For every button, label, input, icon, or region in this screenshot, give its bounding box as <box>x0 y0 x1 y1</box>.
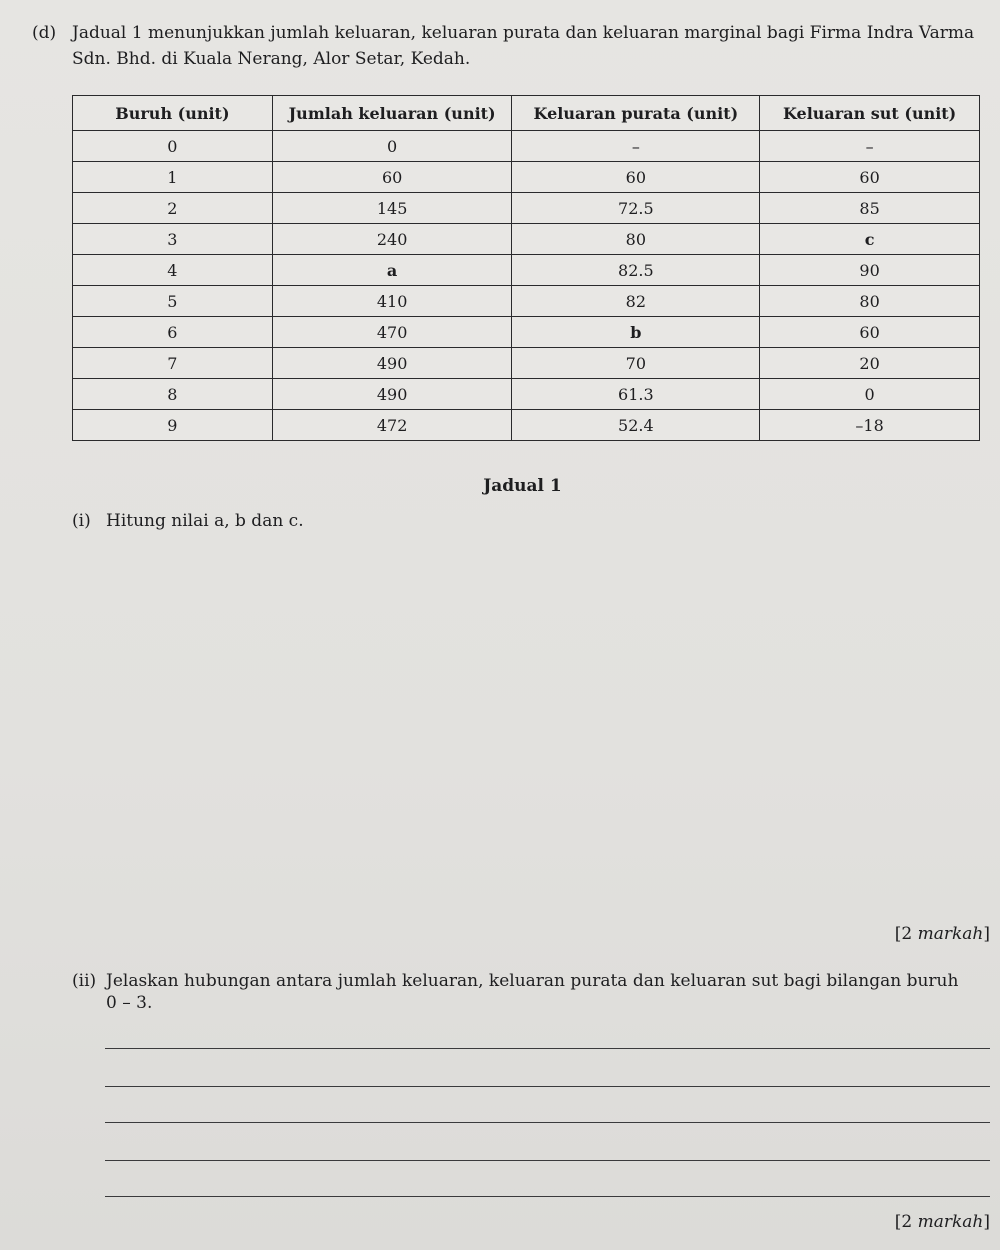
question-label: (d) <box>32 23 57 43</box>
table-cell: 240 <box>272 224 512 255</box>
table-cell: 472 <box>272 410 512 441</box>
table-cell: 145 <box>272 193 512 224</box>
table-cell: 70 <box>512 348 760 379</box>
table-cell: 82 <box>512 286 760 317</box>
table-cell: 7 <box>73 348 273 379</box>
answer-line[interactable] <box>105 1048 990 1049</box>
table-cell: 0 <box>73 131 273 162</box>
header-jumlah-keluaran: Jumlah keluaran (unit) <box>272 96 512 131</box>
part-ii-marks: [2 markah] <box>894 1212 990 1232</box>
table-cell-unknown-b: b <box>512 317 760 348</box>
table-cell: 85 <box>760 193 980 224</box>
table-cell: 60 <box>760 162 980 193</box>
answer-line[interactable] <box>105 1122 990 1123</box>
table-cell: 90 <box>760 255 980 286</box>
table-cell: 0 <box>272 131 512 162</box>
table-cell: 60 <box>272 162 512 193</box>
table-cell: 61.3 <box>512 379 760 410</box>
part-ii-label: (ii) <box>72 971 97 991</box>
table-row <box>73 348 980 379</box>
table-cell: 60 <box>512 162 760 193</box>
table-cell-unknown-c: c <box>760 224 980 255</box>
table-cell: –18 <box>760 410 980 441</box>
part-ii-text: Jelaskan hubungan antara jumlah keluaran, keluaran purata dan keluaran sut bagi bilangan buruh <box>106 971 959 991</box>
table-caption: Jadual 1 <box>483 476 562 496</box>
table-cell: 72.5 <box>512 193 760 224</box>
table-row <box>73 255 980 286</box>
table-cell: 0 <box>760 379 980 410</box>
part-i-label: (i) <box>72 511 91 531</box>
table-row <box>73 193 980 224</box>
table-cell: 2 <box>73 193 273 224</box>
table-cell: 82.5 <box>512 255 760 286</box>
table-cell: – <box>512 131 760 162</box>
table-cell: 3 <box>73 224 273 255</box>
table-row <box>73 317 980 348</box>
table-cell: 4 <box>73 255 273 286</box>
table-cell: 6 <box>73 317 273 348</box>
table-cell: – <box>760 131 980 162</box>
table-cell: 470 <box>272 317 512 348</box>
table-row <box>73 224 980 255</box>
part-ii <box>72 968 992 1028</box>
header-keluaran-sut: Keluaran sut (unit) <box>760 96 980 131</box>
answer-line[interactable] <box>105 1196 990 1197</box>
table-cell: 60 <box>760 317 980 348</box>
table-row <box>73 410 980 441</box>
data-table <box>72 95 980 441</box>
question-text: Jadual 1 menunjukkan jumlah keluaran, keluaran purata dan keluaran marginal bagi Firma Indra Varma Sdn. Bhd. di Kuala Nerang, Alor Setar, Kedah. <box>72 23 975 69</box>
table-cell: 1 <box>73 162 273 193</box>
answer-line[interactable] <box>105 1160 990 1161</box>
header-buruh: Buruh (unit) <box>73 96 273 131</box>
table-cell: 8 <box>73 379 273 410</box>
part-i-text: Hitung nilai a, b dan c. <box>106 511 304 531</box>
table-cell: 490 <box>272 348 512 379</box>
header-keluaran-purata: Keluaran purata (unit) <box>512 96 760 131</box>
table-cell: 5 <box>73 286 273 317</box>
table-cell: 52.4 <box>512 410 760 441</box>
part-ii-text-range: 0 – 3. <box>106 993 153 1013</box>
table-row <box>73 131 980 162</box>
part-i-marks: [2 markah] <box>894 924 990 944</box>
table-cell-unknown-a: a <box>272 255 512 286</box>
table-cell: 490 <box>272 379 512 410</box>
answer-line[interactable] <box>105 1086 990 1087</box>
table-body <box>73 131 980 441</box>
table-row <box>73 162 980 193</box>
table-row <box>73 286 980 317</box>
table-row <box>73 379 980 410</box>
table-cell: 80 <box>760 286 980 317</box>
table-cell: 9 <box>73 410 273 441</box>
table-header-row <box>73 96 980 131</box>
table-cell: 20 <box>760 348 980 379</box>
table-cell: 80 <box>512 224 760 255</box>
table-cell: 410 <box>272 286 512 317</box>
